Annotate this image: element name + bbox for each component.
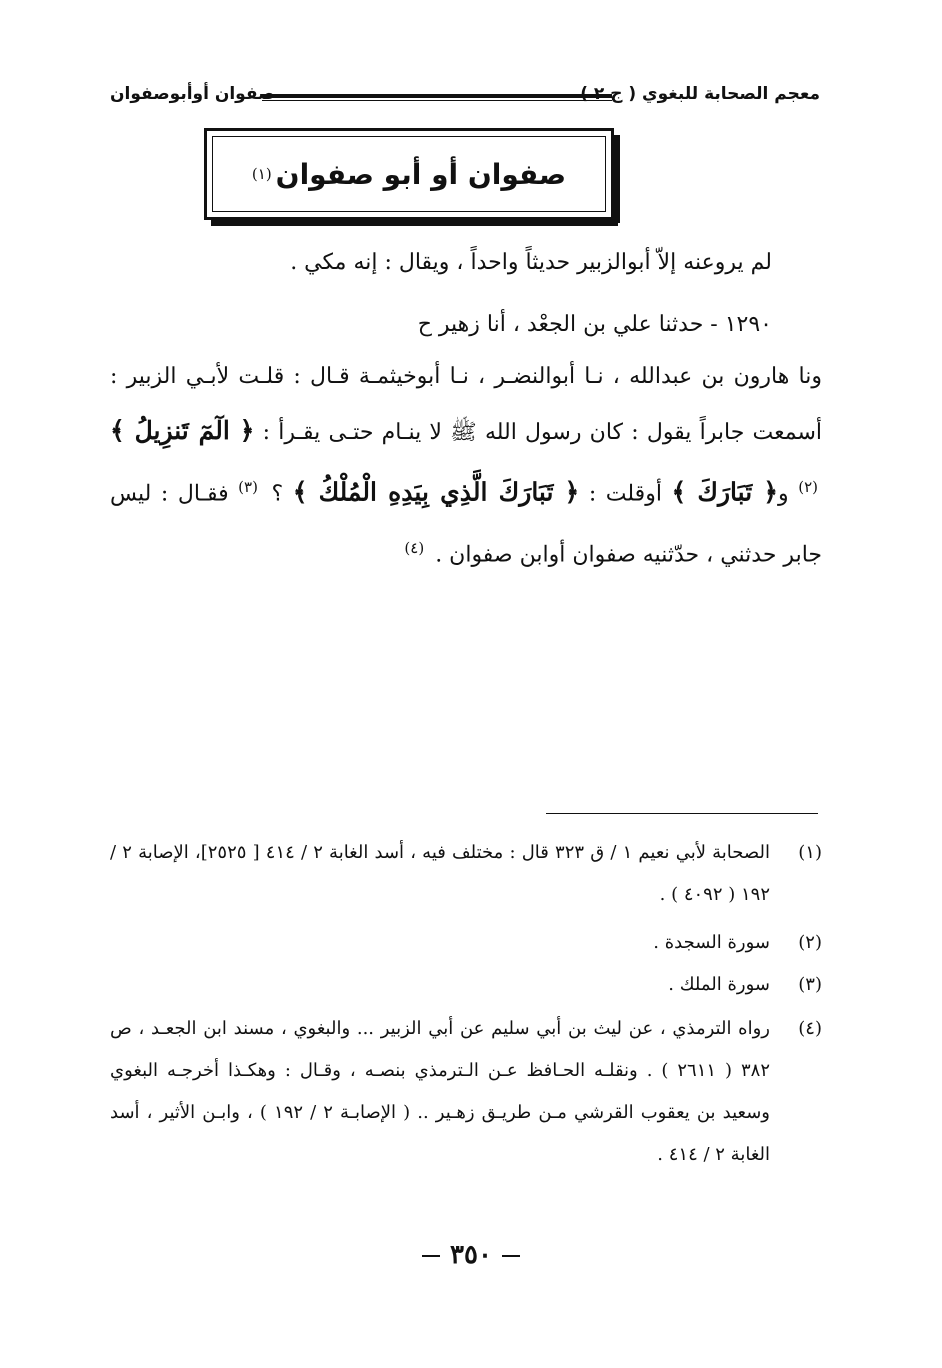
footnote-number: (١) [798,842,822,863]
footnote-ref-2: (٢) [798,478,818,496]
footnote-separator [546,813,818,814]
connector-or-said: أوقلت : [588,481,662,507]
hadith-text-part-b: فقـال : ليس جابر حدثني ، حدّثنيه صفوان أوابن صفوان . [110,481,822,568]
footnote-2 [110,922,822,964]
header-rule-thin [262,100,612,101]
entry-title: صفوان أو أبو صفوان [275,157,567,191]
connector-and: و [778,481,789,507]
footnote-text: الصحابة لأبي نعيم ١ / ق ٣٢٣ قال : مختلف فيه ، أسد الغابة ٢ / ٤١٤ [ ٢٥٢٥]، الإصابة ٢ / ١٩٢ ( ٤٠٩٢ ) . [110,842,770,905]
footnote-number: (٢) [798,932,822,953]
header-entry-name: صفوان أوأبوصفوان [110,84,275,104]
quran-verse-mulk: ﴿ تَبَارَكَ الَّذِي بِيَدِهِ الْمُلْكُ ﴾ [292,477,580,507]
paragraph-hadith-text [110,350,822,583]
footnote-text: سورة الملك . [668,974,770,995]
footnote-1 [110,832,822,916]
footnote-number: (٤) [798,1018,822,1039]
footnote-ref-4: (٤) [404,539,425,558]
page-number-dash-left [422,1255,440,1257]
footnote-number: (٣) [798,974,822,995]
footnote-text: سورة السجدة . [653,932,770,953]
footnote-text: رواه الترمذي ، عن ليث بن أبي سليم عن أبي الزبير ... والبغوي ، مسند ابن الجعـد ، ص ٣٨٢ ( ٢٦١١ ) . ونقلـه الحـافظ عـن الـترمذي بنصـه ، وقـال : وهكـذا أخرجـه البغوي وسعيد بن يعقوب القرشي مـن طريـق زهـير .. ( الإصابـة ٢ / ١٩٢ ) ، وابـن الأثير ، أسد الغابة ٢ / ٤١٤ . [110,1018,770,1165]
quran-verse-sajda: ﴿ الٓمٓ تَنزِيلُ ﴾ [110,416,255,445]
footnote-4 [110,1008,822,1176]
hadith-text-part-a: ونا هارون بن عبدالله ، نـا أبوالنضـر ، نـا أبوخيثمـة قـال : قلـت لأبـي الزبير : أسمعت جابراً يقول : كان رسول الله ﷺ لا ينـام حتـى يقـرأ : [110,364,823,445]
footnote-3 [110,964,822,1006]
title-box-shadow-bottom [211,220,618,226]
quran-verse-tabarak: ﴿ تَبَارَكَ ﴾ [671,477,779,507]
paragraph-narration-note: لم يروعنه إلاّ أبوالزبير حديثاً واحداً ، ويقال : إنه مكي . [290,250,772,275]
page-number-dash-right [502,1255,520,1257]
title-box-shadow-right [614,135,620,223]
page-number-value: ٣٥٠ [450,1240,492,1270]
paragraph-hadith-number: ١٢٩٠ - حدثنا علي بن الجعْد ، أنا زهير ح [417,312,772,337]
header-rule [262,94,612,98]
header-book-title: معجم الصحابة للبغوي ( ج ٢ ) [580,84,820,104]
footnote-ref-3: (٣) [238,478,258,496]
entry-title-frame [212,136,606,212]
page-number [0,1240,942,1270]
entry-title-box [204,128,614,220]
entry-title-footnote-ref: (١) [251,165,272,183]
running-header [110,78,820,118]
question-mark: ؟ [271,481,284,507]
